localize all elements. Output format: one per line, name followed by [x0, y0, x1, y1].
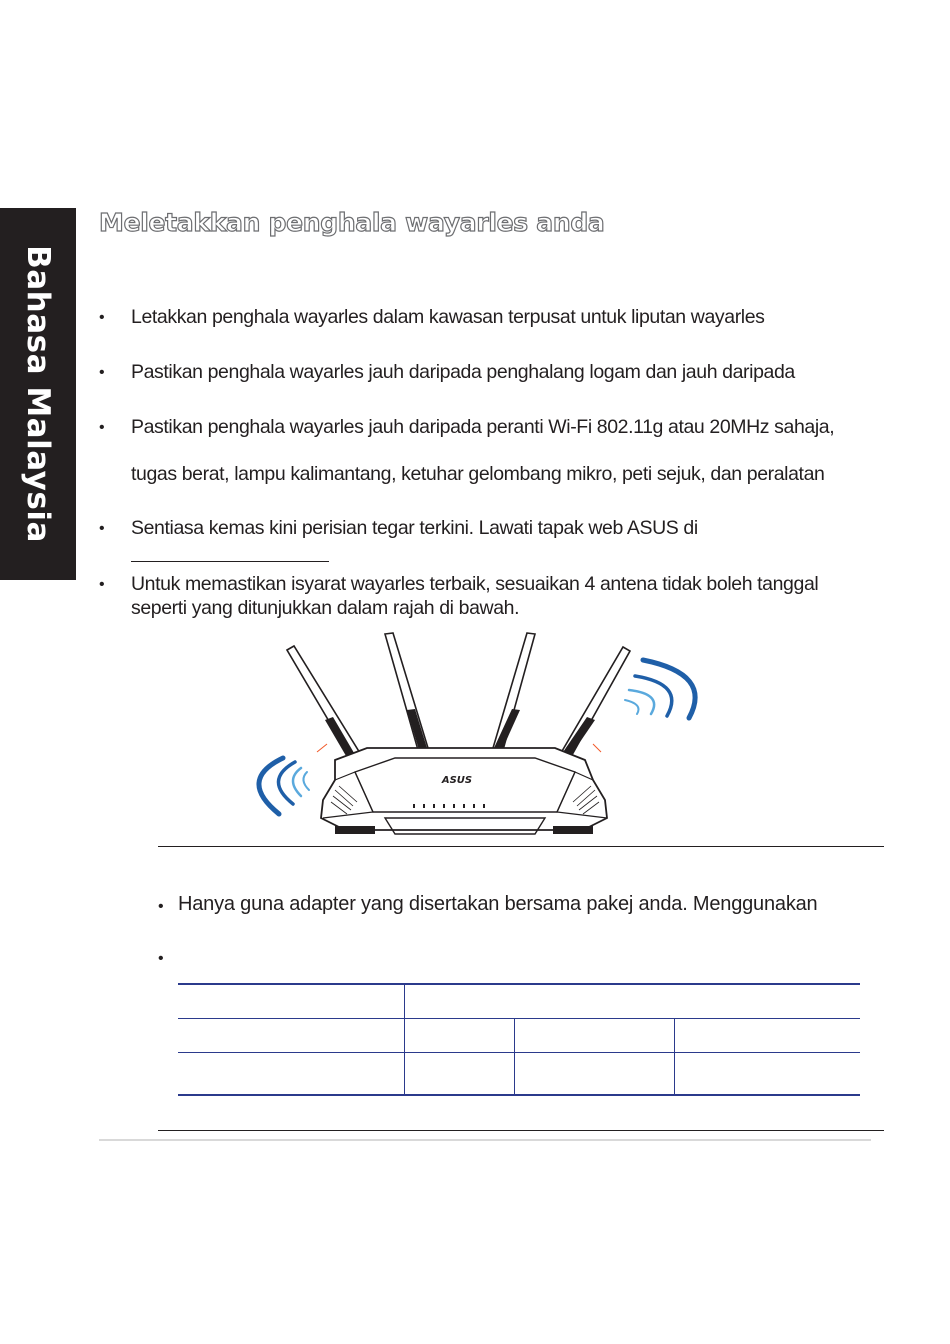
table-cell	[674, 1053, 860, 1096]
list-item-continuation: seperti yang ditunjukkan dalam rajah di bawah.	[131, 597, 520, 619]
bullet-marker: •	[99, 576, 105, 593]
bullet-marker: •	[99, 309, 105, 326]
table-cell	[514, 1053, 674, 1096]
bullet-marker: •	[99, 419, 105, 436]
section-title: Meletakkan penghala wayarles anda	[99, 208, 605, 237]
table-cell	[674, 1019, 860, 1053]
table-row	[178, 984, 860, 1019]
page-footer-rule	[99, 1139, 871, 1141]
list-item: Pastikan penghala wayarles jauh daripada peranti Wi-Fi 802.11g atau 20MHz sahaja,	[131, 416, 835, 438]
list-item: Letakkan penghala wayarles dalam kawasan terpusat untuk liputan wayarles	[131, 306, 765, 328]
language-side-tab	[0, 208, 76, 580]
list-item: Untuk memastikan isyarat wayarles terbaik, sesuaikan 4 antena tidak boleh tanggal	[131, 573, 819, 595]
table-cell	[404, 1019, 514, 1053]
table-cell	[178, 1053, 404, 1096]
section-divider	[158, 1130, 884, 1131]
table-cell	[404, 1053, 514, 1096]
bullet-marker: •	[158, 898, 164, 915]
list-item: Pastikan penghala wayarles jauh daripada penghalang logam dan jauh daripada	[131, 361, 795, 383]
table-cell	[178, 984, 404, 1019]
table-cell	[404, 984, 860, 1019]
bullet-marker: •	[99, 364, 105, 381]
router-illustration	[235, 630, 705, 842]
list-item: Sentiasa kemas kini perisian tegar terkini. Lawati tapak web ASUS di	[131, 517, 698, 539]
language-label: Bahasa Malaysia	[20, 245, 56, 543]
wifi-signal-icon	[259, 758, 309, 814]
table-row	[178, 1019, 860, 1053]
bullet-marker: •	[99, 520, 105, 537]
power-spec-table	[178, 983, 860, 1096]
list-item: Hanya guna adapter yang disertakan bersama pakej anda. Menggunakan	[178, 893, 818, 915]
table-cell	[514, 1019, 674, 1053]
wifi-signal-icon	[625, 660, 695, 718]
bullet-marker: •	[158, 950, 164, 967]
brand-logo: ASUS	[441, 775, 473, 786]
list-item-continuation: tugas berat, lampu kalimantang, ketuhar gelombang mikro, peti sejuk, dan peralatan	[131, 463, 825, 485]
section-divider	[158, 846, 884, 847]
link-underline[interactable]	[131, 561, 329, 562]
table-row	[178, 1053, 860, 1096]
table-cell	[178, 1019, 404, 1053]
